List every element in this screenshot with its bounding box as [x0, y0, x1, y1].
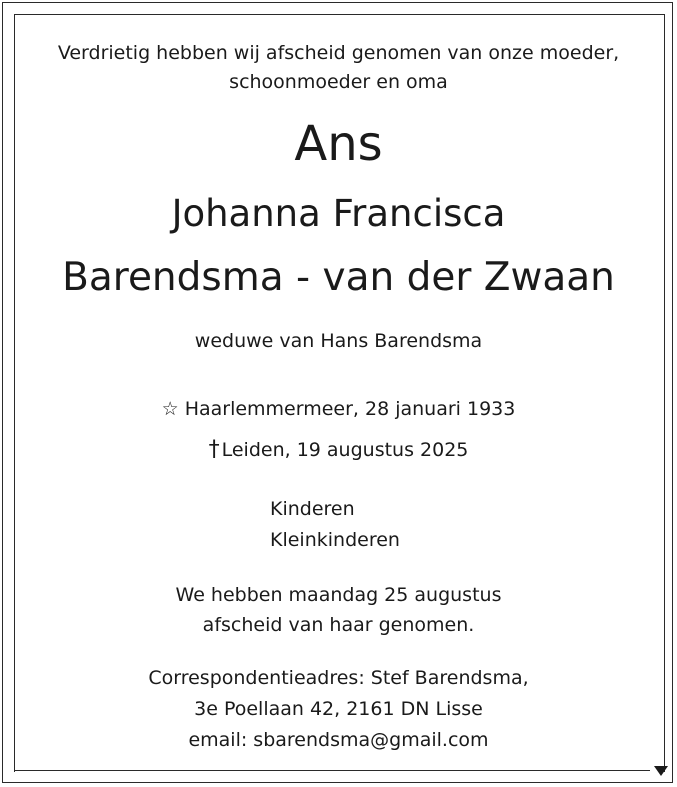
correspondence-line-1: Correspondentieadres: Stef Barendsma, — [148, 667, 529, 689]
last-name: Barendsma - van der Zwaan — [62, 255, 615, 300]
correspondence-address: 3e Poellaan 42, 2161 DN Lisse — [194, 698, 483, 720]
cross-icon: † — [208, 437, 220, 462]
intro-line-2: schoonmoeder en oma — [229, 71, 448, 93]
death-line — [0, 437, 677, 462]
farewell-line-1: We hebben maandag 25 augustus — [175, 584, 502, 606]
down-arrow-icon — [654, 766, 668, 776]
relatives-item: Kinderen — [270, 498, 355, 520]
farewell-line-2: afscheid van haar genomen. — [202, 614, 475, 636]
relatives-item: Kleinkinderen — [270, 529, 400, 551]
bottom-border-line — [14, 770, 650, 771]
birth-line — [0, 398, 677, 420]
star-icon: ☆ — [161, 398, 179, 420]
first-name: Ans — [294, 116, 383, 172]
correspondence-email: email: sbarendsma@gmail.com — [188, 729, 489, 751]
widow-of: weduwe van Hans Barendsma — [194, 330, 483, 352]
death-text: Leiden, 19 augustus 2025 — [221, 439, 469, 461]
birth-text: Haarlemmermeer, 28 januari 1933 — [184, 398, 516, 420]
intro-line-1: Verdrietig hebben wij afscheid genomen van onze moeder, — [57, 42, 620, 64]
middle-names: Johanna Francisca — [171, 192, 506, 235]
